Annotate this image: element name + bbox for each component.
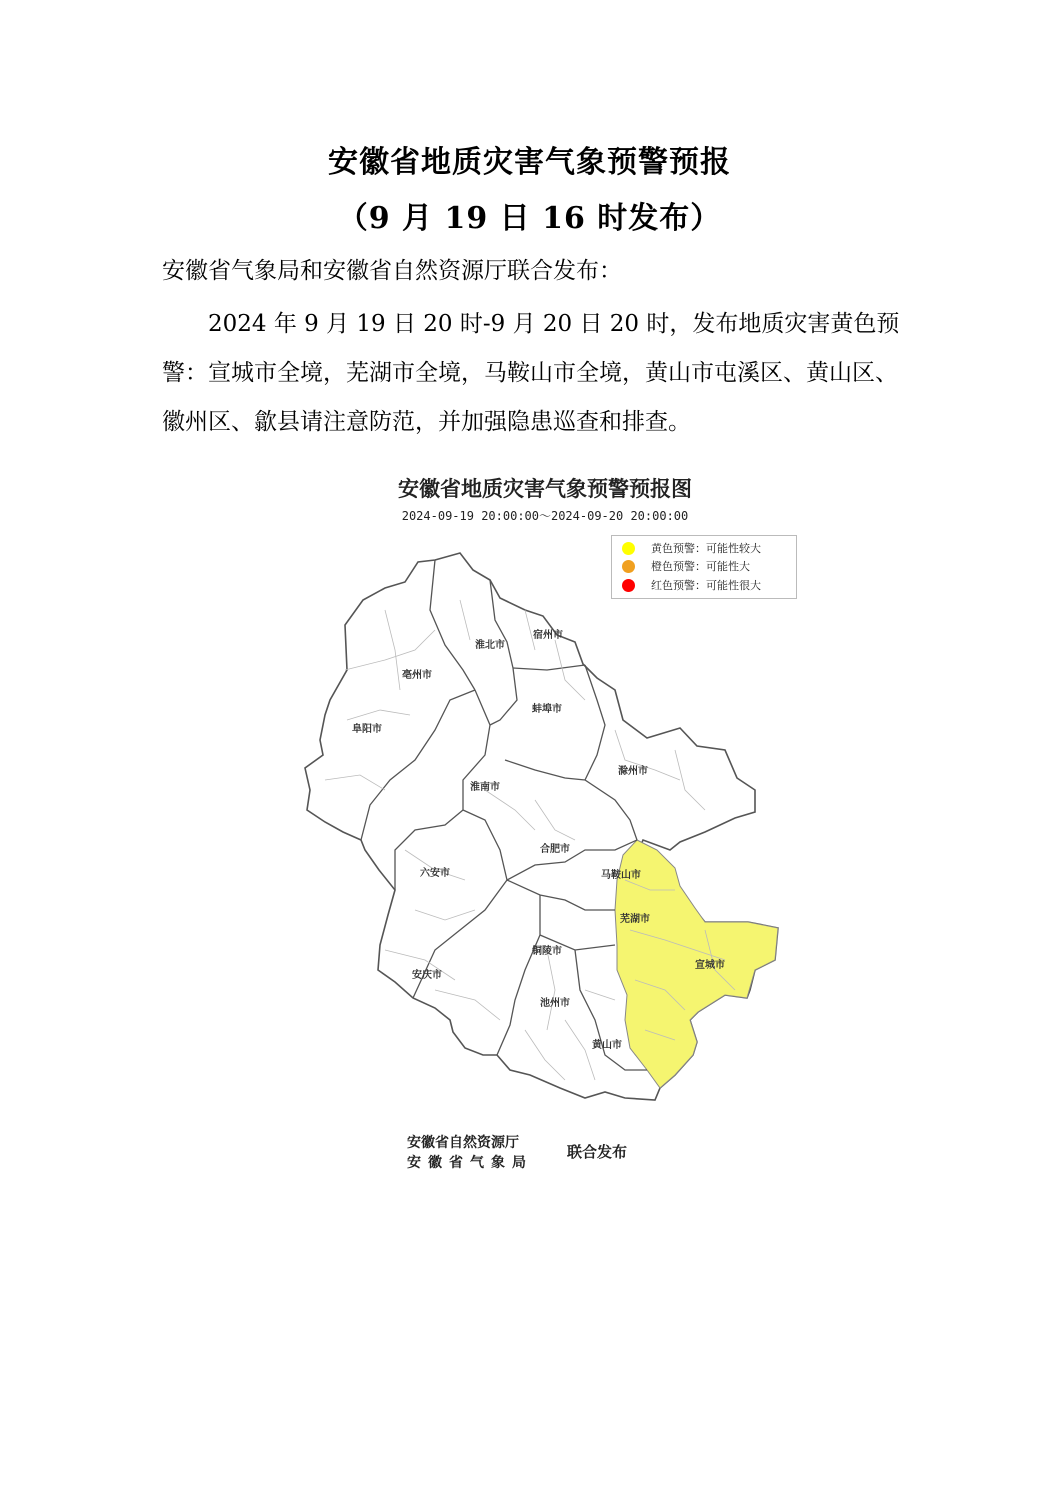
city-label-huaibei: 淮北市 xyxy=(475,640,505,651)
city-label-huangshan: 黄山市 xyxy=(592,1040,622,1051)
city-label-maanshan: 马鞍山市 xyxy=(601,870,641,881)
map-time-range: 2024-09-19 20:00:00～2024-09-20 20:00:00 xyxy=(401,509,689,523)
legend-label-yellow: 黄色预警：可能性较大 xyxy=(651,542,761,555)
document-title: 安徽省地质灾害气象预警预报 xyxy=(328,145,731,180)
legend-label-orange: 橙色预警：可能性大 xyxy=(651,560,750,573)
city-label-tongling: 铜陵市 xyxy=(532,946,562,957)
map-footer-joint-release: 联合发布 xyxy=(567,1143,628,1161)
city-label-wuhu: 芜湖市 xyxy=(620,914,650,925)
city-label-chizhou: 池州市 xyxy=(540,998,570,1009)
city-label-bozhou: 亳州市 xyxy=(402,670,432,681)
anhui-province-map xyxy=(285,550,805,1110)
city-label-chuzhou: 滁州市 xyxy=(618,766,648,777)
city-label-fuyang: 阜阳市 xyxy=(352,724,382,735)
city-label-anqing: 安庆市 xyxy=(412,970,442,981)
map-title: 安徽省地质灾害气象预警预报图 xyxy=(398,477,692,501)
footer-org-resources: 安徽省自然资源厅 xyxy=(407,1135,519,1151)
footer-org-meteorology: 安徽省气象局 xyxy=(407,1155,533,1171)
warning-body-text: 2024 年 9 月 19 日 20 时-9 月 20 日 20 时，发布地质灾害黄色预警：宣城市全境，芜湖市全境，马鞍山市全境，黄山市屯溪区、黄山区、徽州区、歙县请注意防范，并加强隐患巡查和排查。 xyxy=(162,311,900,435)
city-label-bengbu: 蚌埠市 xyxy=(532,704,562,715)
warning-map-figure xyxy=(285,465,805,1175)
city-label-lu-an: 六安市 xyxy=(420,868,450,879)
city-label-hefei: 合肥市 xyxy=(540,844,570,855)
issue-time-subtitle: （9 月 19 日 16 时发布） xyxy=(337,201,722,236)
city-label-suzhou: 宿州市 xyxy=(533,630,563,641)
map-footer-organizations xyxy=(407,1133,533,1173)
city-label-huainan: 淮南市 xyxy=(470,782,500,793)
issuer-line: 安徽省气象局和安徽省自然资源厅联合发布： xyxy=(162,258,622,284)
city-label-xuancheng: 宣城市 xyxy=(695,960,725,971)
legend-label-red: 红色预警：可能性很大 xyxy=(651,579,761,592)
